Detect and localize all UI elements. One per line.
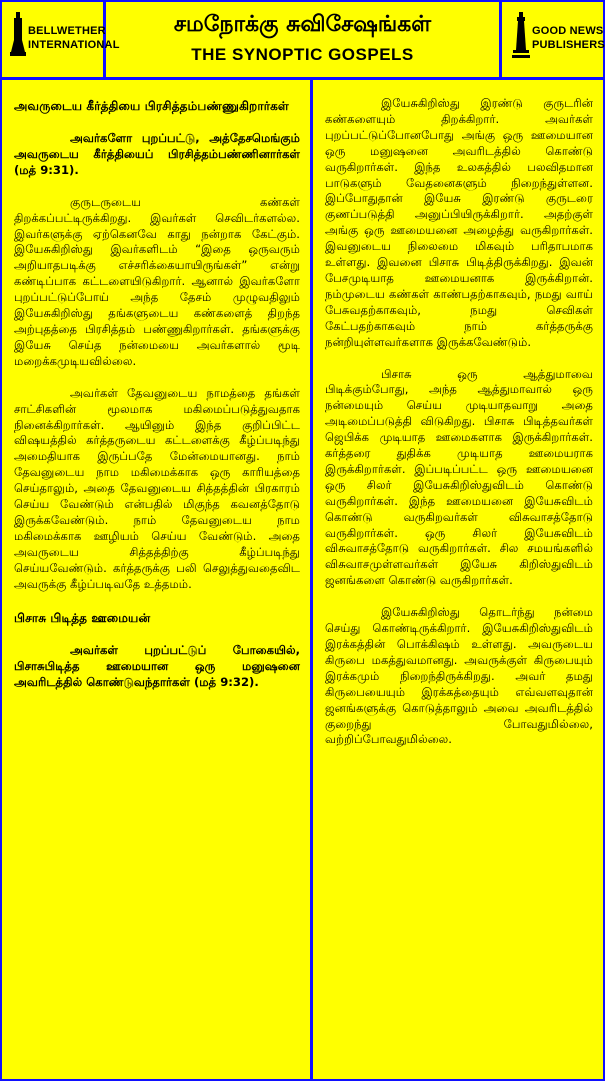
good-news-logo (499, 2, 603, 77)
header (2, 2, 603, 80)
scripture-verse: அவர்கள் புறப்பட்டுப் போகையில், பிசாசுபிடித்த ஊமையான ஒரு மனுஷனை அவரிடத்தில் கொண்டுவந்தார்கள் (மத் 9:32). (14, 643, 300, 690)
right-column (313, 80, 603, 1079)
bellwether-bell-icon (10, 12, 26, 58)
left-column (2, 80, 313, 1079)
section-heading: பிசாசு பிடித்த ஊமையன் (14, 611, 151, 626)
title-block (106, 2, 499, 65)
page-title-tamil: சமநோக்கு சுவிசேஷங்கள் (173, 12, 432, 37)
body-paragraph: இயேசுகிறிஸ்து தொடர்ந்து நன்மை செய்து கொண்டிருக்கிறார். இயேசுகிறிஸ்துவிடம் இரக்கத்தின் பொக்கிஷம் உள்ளது. அவருடைய கிருபை மகத்துவமானது. அவருக்குள் கிருபையும் இரக்கமும் நிறைந்திருக்கிறது. அவர் தமது கிருபையையும் இரக்கத்தையும் எவ்வளவுதான் ஜனங்களுக்கு கொடுத்தாலும் அவை அவரிடத்தில் குறைந்து போவதுமில்லை, வற்றிப்போவதுமில்லை. (325, 605, 593, 747)
bellwether-logo (2, 2, 120, 77)
scripture-verse: அவர்களோ புறப்பட்டு, அத்தேசமெங்கும் அவருடைய கீர்த்தியைப் பிரசித்தம்பண்ணினார்கள் (மத் 9:31). (14, 131, 300, 177)
bellwether-logo-text: BELLWETHER INTERNATIONAL (28, 25, 120, 51)
lighthouse-icon (512, 12, 530, 60)
body-paragraph: இயேசுகிறிஸ்து இரண்டு குருடரின் கண்களையும் திறக்கிறார். அவர்கள் புறப்பட்டுப்போனபோது அங்கு ஒரு ஊமையான ஒரு மனுஷனை அவரிடத்தில் கொண்டு வருகிறார்கள். இந்த உலகத்தில் பலவிதமான பாடுகளும் வேதனைகளும் நிறைந்துள்ளன. இப்போதுதான் இயேசு இரண்டு குருடரை குணப்படுத்தி அனுப்பியிருக்கிறார். அதற்குள் அங்கு ஒரு ஊமையனை அழைத்து வருகிறார்கள். இவனுடைய நிலைமை மிகவும் பரிதாபமாக உள்ளது. இவனை பிசாசு பிடித்திருக்கிறது. இவன் பேசமுடியாத ஊமையனாக இருக்கிறான். நம்முடைய கண்கள் காண்பதற்காகவும், நமது வாய் பேசுவதற்காகவும், நமது செவிகள் கேட்பதற்காகவும் நாம் கர்த்தருக்கு நன்றியுள்ளவர்களாக இருக்கவேண்டும். (325, 96, 593, 349)
body-paragraph: அவர்கள் தேவனுடைய நாமத்தை தங்கள் சாட்சிகளின் மூலமாக மகிமைப்படுத்துவதாக நினைக்கிறார்கள். ஆயினும் இந்த குறிப்பிட்ட விஷயத்தில் கர்த்தருடைய கட்டளைக்கு கீழ்ப்படிந்து அமைதியாக இருப்பதே மேன்மையானது. நாம் தேவனுடைய நாம மகிமைக்காக ஒரு காரியத்தை செய்தாலும், அதை தேவனுடைய சித்தத்தின் பிரகாரம் செய்ய வேண்டும் என்பதில் மிகுந்த கவனத்தோடு இருக்கவேண்டும். நாம் தேவனுடைய நாம மகிமைக்காக ஊழியம் செய்ய வேண்டும். அதை அவருடைய சித்தத்திற்கு கீழ்ப்படிந்து செய்யவேண்டும். கர்த்தருக்கு பலி செலுத்துவதைவிட அவருக்கு கீழ்ப்படிவதே உத்தமம். (14, 385, 300, 591)
body-paragraph: பிசாசு ஒரு ஆத்துமாவை பிடிக்கும்போது, அந்த ஆத்துமாவால் ஒரு நன்மையும் செய்ய முடியாதவாறு அதை அடிமைப்படுத்தி விடுகிறது. பிசாசு பிடித்தவர்கள் ஜெபிக்க முடியாத ஊமைகளாக இருக்கிறார்கள். கர்த்தரை துதிக்க முடியாத ஊமையராக இருக்கிறார்கள். இப்படிப்பட்ட ஒரு ஊமையனை ஒரு சிலர் இயேசுகிறிஸ்துவிடம் கொண்டு வருகிறார்கள். இந்த ஊமையனை இயேசுவிடம் கொண்டு வருகிறவர்கள் விசுவாசத்தோடு வருகிறார்கள். ஒரு சிலர் இயேசுவிடம் விசுவாசத்தோடு வருகிறார்கள். சில சமயங்களில் விசுவாசமுள்ளவர்கள் இயேசு கிறிஸ்துவிடம் ஜனங்களை கொண்டு வருகிறார்கள். (325, 366, 593, 588)
page-title-english: THE SYNOPTIC GOSPELS (191, 45, 414, 64)
good-news-logo-text: GOOD NEWS PUBLISHERS (532, 25, 605, 51)
section-heading: அவருடைய கீர்த்தியை பிரசித்தம்பண்ணுகிறார்கள் (14, 99, 289, 113)
body-paragraph: குருடருடைய கண்கள் திறக்கப்பட்டிருக்கிறது. இவர்கள் செவிடர்களல்ல. இவர்களுக்கு ஏற்கெனவே காது நன்றாக கேட்கும். இயேசுகிறிஸ்து இவர்களிடம் “இதை ஒருவரும் அறியாதபடிக்கு எச்சரிக்கையாயிருங்கள்” என்று கண்டிப்பாக கட்டளையிடுகிறார். ஆனால் இவர்களோ புறப்பட்டுப்போய் அந்த தேசம் முழுவதிலும் இயேசுகிறிஸ்து தங்களுடைய கண்களைத் திறந்த அற்புதத்தை பிரசித்தம் பண்ணுகிறார்கள். தங்களுக்கு இயேசு செய்த நன்மையை அவர்களால் மூடி மறைக்கமுடியவில்லை. (14, 194, 300, 368)
